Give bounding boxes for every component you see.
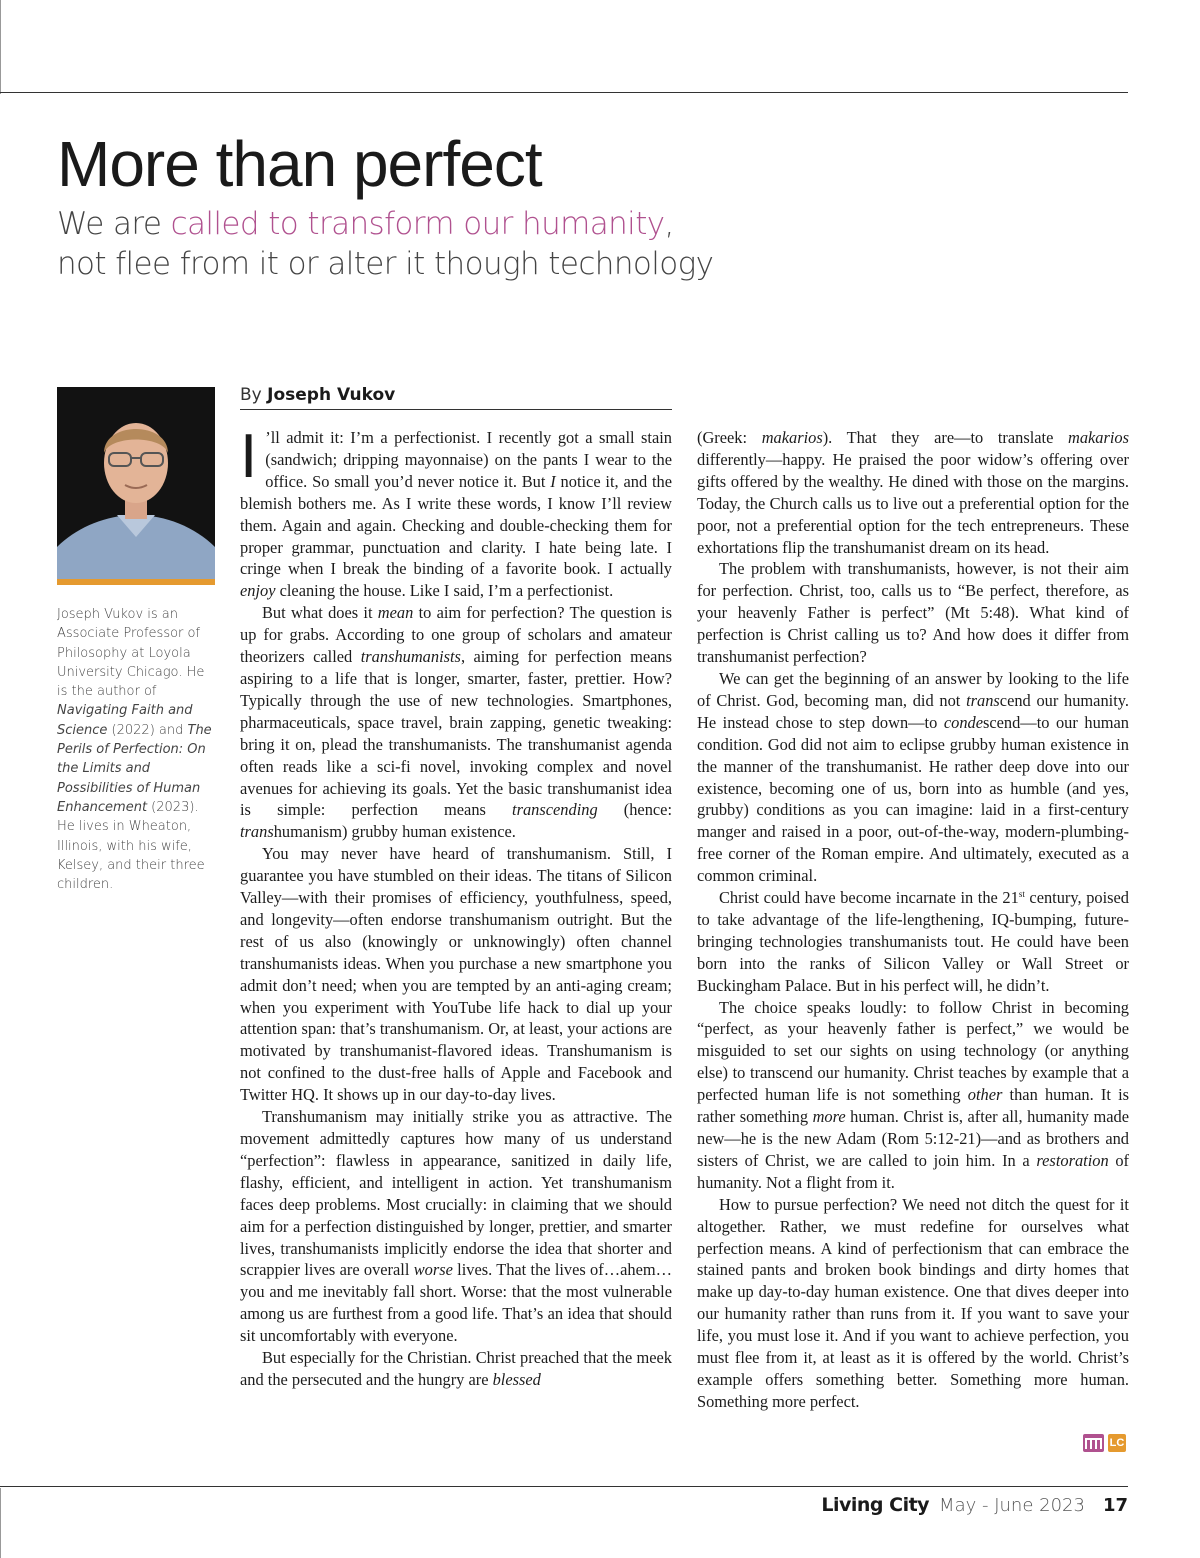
bio-text-2: (2022) and xyxy=(107,722,188,738)
text-run: ). That they are—to translate xyxy=(822,428,1068,447)
text-run: than human. It is rather something xyxy=(697,1085,1130,1127)
text-run: cleaning the house. Like I said, I’m a perfectionist. xyxy=(275,581,614,601)
header-rule xyxy=(0,92,1128,93)
bio-book-2: The Perils of Perfection: On the Limits and Possibilities of Human Enhancement xyxy=(57,722,212,815)
italic-run: makarios xyxy=(761,428,823,447)
text-run: But what does it xyxy=(262,603,378,623)
page-number: 17 xyxy=(1102,1495,1128,1516)
author-photo xyxy=(57,387,215,585)
photo-accent-strip xyxy=(57,579,215,585)
italic-run: worse xyxy=(413,1260,453,1280)
text-run: differently—happy. He praised the poor widow’s offering over gifts offered by the wealthy. He dined with those on the margins. Today, the Church calls us to live out a preferential option for the poor, not a preferential option for the tech entrepreneurs. These exhortations flip the transhumanist dream on its head. xyxy=(697,449,1129,557)
paragraph xyxy=(697,427,1129,558)
text-run: ’ll admit it: I’m a perfectionist. I recently got a small stain (sandwich; dripping mayonnaise) on the pants I wear to the office. So small you’d never notice it. But xyxy=(265,428,672,491)
body-column-2 xyxy=(697,427,1129,1413)
footer-rule xyxy=(0,1486,1128,1487)
text-run: The choice speaks loudly: to follow Christ in becoming “perfect, as your heavenly father is perfect,” we would be misguided to set our sights on using technology (or anything else) to transcend our humanity. Christ teaches by example that a perfected human life is not something xyxy=(697,997,1129,1105)
italic-run: makarios xyxy=(1068,428,1130,447)
subtitle-line2: not flee from it or alter it though technology xyxy=(57,246,714,282)
text-run: century, poised to take advantage of the life-lengthening, IQ-bumping, future-bringing technologies transhumanists tout. He could have been born into the ranks of Silicon Valley or Wall Street or Buckingham Palace. But in his perfect will, he didn’t. xyxy=(697,888,1130,995)
text-run: We can get the beginning of an answer by looking to the life of Christ. God, becoming man, did not xyxy=(697,668,1129,710)
text-run: of humanity. Not a flight from it. xyxy=(697,1150,1129,1192)
page-footer xyxy=(0,1494,1128,1516)
article-subtitle xyxy=(57,204,713,284)
italic-run: enjoy xyxy=(240,581,276,601)
italic-run: I xyxy=(550,471,556,491)
byline-prefix: By xyxy=(240,385,262,405)
superscript: st xyxy=(1018,889,1025,900)
lc-logo-icon: LC xyxy=(1108,1434,1126,1452)
body-column-1 xyxy=(240,422,673,1391)
end-marks xyxy=(1083,1434,1129,1454)
paragraph xyxy=(240,602,672,843)
text-run: humanism) grubby human existence. xyxy=(273,822,516,842)
m-logo-icon xyxy=(1083,1434,1104,1452)
text-run: cend our humanity. He instead chose to step down—to xyxy=(697,690,1129,732)
italic-run: more xyxy=(812,1107,846,1127)
subtitle-comma: , xyxy=(664,206,674,242)
text-run: notice it, and the blemish bothers me. As I write these words, I know I’ll review them. Again and again. Checking and double-checking them for proper grammar, punctuation and clarity. I hate being late. I cringe when I break the binding of a favorite book. I actually xyxy=(240,471,672,579)
text-run: But especially for the Christian. Christ preached that the meek and the persecuted and the hungry are xyxy=(240,1348,672,1389)
paragraph xyxy=(697,997,1129,1194)
drop-cap: I xyxy=(240,422,258,491)
magazine-name: Living City xyxy=(821,1494,930,1516)
author-bio xyxy=(57,605,217,894)
italic-run: other xyxy=(967,1085,1003,1105)
text-run: Christ could have become incarnate in the 21 xyxy=(719,888,1019,908)
text-run: lives. That the lives of…ahem…you and me inevitably fall short. Worse: that the most vulnerable among us are furthest from a good life. That’s an idea that should sit uncomfortably with everyone. xyxy=(240,1260,672,1346)
paragraph xyxy=(240,422,672,602)
subtitle-start: We are xyxy=(57,206,171,242)
bio-text-1: Joseph Vukov is an Associate Professor of Philosophy at Loyola University Chicago. He is the author of xyxy=(57,607,205,700)
paragraph xyxy=(240,1106,672,1347)
text-run: (Greek: xyxy=(697,428,762,447)
text-run: scend—to our human condition. God did not aim to eclipse grubby human existence in the manner of the transhumanist. He rather deep dove into our existence, becoming one of us, born into as humble (and yes, grubby) conditions as you can imagine: laid in a first-century manger and raised in a poor, out-of-the-way, modern-plumbing-free corner of the Roman empire. And ultimately, executed as a common criminal. xyxy=(697,712,1129,886)
italic-run: trans xyxy=(966,690,1000,710)
author-portrait-illustration xyxy=(57,387,215,585)
paragraph: You may never have heard of transhumanism. Still, I guarantee you have stumbled on their ideas. The titans of Silicon Valley—with their promises of efficiency, youthfulness, speed, and longevity—often endorse transhumanism outright. But the rest of us also (knowingly or unknowingly) often channel transhumanists ideas. When you purchase a new smartphone you admit don’t need; when you are tempted by an anti-aging cream; when you experiment with YouTube life hack to dial up your attention span: that’s transhumanism. Or, at least, your actions are motivated by transhumanist-flavored ideas. Transhumanism is not confined to the dust-free halls of Apple and Facebook and Twitter HQ. It shows up in our day-to-day lives. xyxy=(240,844,672,1105)
paragraph xyxy=(697,887,1129,997)
issue-date: May - June 2023 xyxy=(939,1495,1085,1516)
italic-run: conde xyxy=(943,712,983,732)
italic-run: mean xyxy=(377,603,414,623)
italic-run: trans xyxy=(240,822,274,842)
article-title: More than perfect xyxy=(57,128,542,200)
author-name: Joseph Vukov xyxy=(267,385,396,405)
italic-run: transcending xyxy=(512,800,598,820)
paragraph: The problem with transhumanists, however, is not their aim for perfection. Christ, too, calls us to “Be perfect, therefore, as your heavenly Father is perfect” (Mt 5:48). What kind of perfection is Christ calling us to? And how does it differ from transhumanist perfection? xyxy=(697,559,1129,667)
italic-run: blessed xyxy=(492,1369,541,1389)
bio-text-3: (2023). He lives in Wheaton, Illinois, with his wife, Kelsey, and their three children. xyxy=(57,799,205,893)
left-edge-rule xyxy=(0,0,1,94)
subtitle-accent: called to transform our humanity xyxy=(170,206,665,242)
bio-book-1: Navigating Faith and Science xyxy=(57,703,193,738)
paragraph xyxy=(240,1347,672,1391)
paragraph xyxy=(697,668,1129,887)
paragraph: How to pursue perfection? We need not ditch the quest for it altogether. Rather, we must redefine for ourselves what perfection means. A kind of perfectionism that can embrace the stained pants and broken book bindings and dirty homes that make up day-to-day human existence. One that dives deeper into our humanity rather than runs from it. If you want to save your life, you must lose it. And if you want to achieve perfection, you must flee from it, at least as it is offered by the world. Christ’s example offers something better. Something more human. Something more perfect. xyxy=(697,1194,1129,1411)
text-run: human. Christ is, after all, humanity made new—he is the new Adam (Rom 5:12-21)—and as brothers and sisters of Christ, we are called to join him. In a xyxy=(697,1107,1130,1170)
text-run: to aim for perfection? The question is up for grabs. According to one group of scholars and amateur theorizers called xyxy=(240,603,672,667)
text-run: , aiming for perfection means aspiring to a life that is longer, smarter, faster, prettier. How? Typically through the use of new technologies. Smartphones, pharmaceuticals, space travel, brain zapping, genetic tweaking: bring it on, plead the transhumanists. The transhumanist agenda often reads like a sci-fi novel, invoking complex and novel avenues for achieving its goals. Yet the basic transhumanist idea is simple: perfection means xyxy=(240,647,672,820)
italic-run: transhumanists xyxy=(360,647,461,667)
text-run: (hence: xyxy=(597,800,673,820)
byline xyxy=(240,385,672,410)
italic-run: restoration xyxy=(1036,1150,1109,1170)
text-run: Transhumanism may initially strike you as attractive. The movement admittedly captures how many of us understand “perfection”: flawless in appearance, sanitized in daily life, flashy, efficient, and intelligent in action. Yet transhumanism faces deep problems. Most crucially: in claiming that we should aim for a perfection distinguished by longer, prettier, and smarter lives, transhumanists implicitly endorse the idea that shorter and scrappier lives are overall xyxy=(240,1107,672,1280)
